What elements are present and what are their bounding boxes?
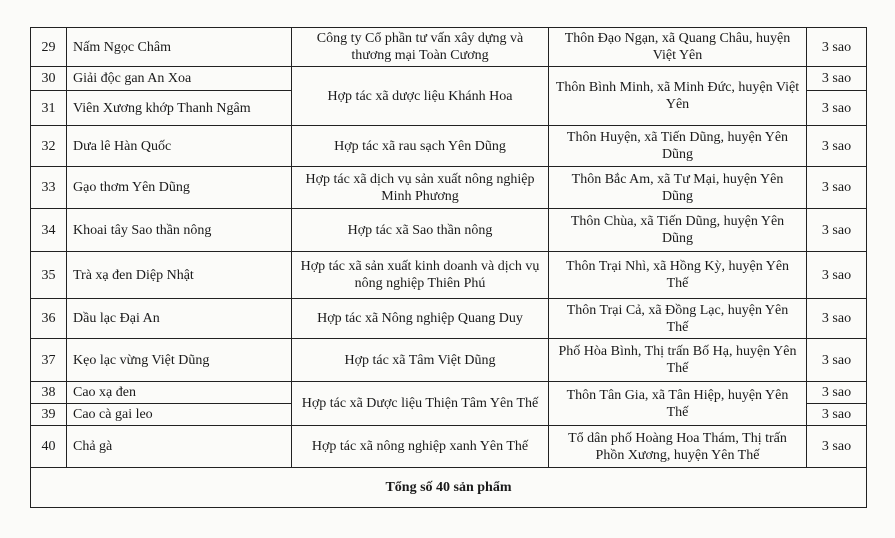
star-rating: 3 sao — [807, 426, 867, 468]
total-summary: Tổng số 40 sản phẩm — [31, 468, 867, 508]
table-row — [31, 167, 867, 209]
product-name: Kẹo lạc vừng Việt Dũng — [67, 339, 292, 382]
producer-address: Tổ dân phố Hoàng Hoa Thám, Thị trấn Phồn Xương, huyện Yên Thế — [549, 426, 807, 468]
product-name: Khoai tây Sao thần nông — [67, 209, 292, 252]
product-name: Cao cà gai leo — [67, 404, 292, 426]
table-row — [31, 299, 867, 339]
row-number: 38 — [31, 382, 67, 404]
product-name: Nấm Ngọc Châm — [67, 28, 292, 67]
star-rating: 3 sao — [807, 382, 867, 404]
star-rating: 3 sao — [807, 209, 867, 252]
star-rating: 3 sao — [807, 299, 867, 339]
producer-name: Hợp tác xã rau sạch Yên Dũng — [292, 126, 549, 167]
row-number: 40 — [31, 426, 67, 468]
row-number: 37 — [31, 339, 67, 382]
producer-name: Công ty Cổ phần tư vấn xây dựng và thương mại Toàn Cương — [292, 28, 549, 67]
total-row — [31, 468, 867, 508]
product-name: Gạo thơm Yên Dũng — [67, 167, 292, 209]
row-number: 32 — [31, 126, 67, 167]
row-number: 36 — [31, 299, 67, 339]
table-row — [31, 426, 867, 468]
producer-name: Hợp tác xã sản xuất kinh doanh và dịch vụ nông nghiệp Thiên Phú — [292, 252, 549, 299]
star-rating: 3 sao — [807, 126, 867, 167]
table-row — [31, 67, 867, 91]
producer-address: Thôn Trại Cả, xã Đồng Lạc, huyện Yên Thế — [549, 299, 807, 339]
product-name: Trà xạ đen Diệp Nhật — [67, 252, 292, 299]
producer-address: Thôn Bắc Am, xã Tư Mại, huyện Yên Dũng — [549, 167, 807, 209]
row-number: 31 — [31, 91, 67, 126]
star-rating: 3 sao — [807, 339, 867, 382]
table-row — [31, 209, 867, 252]
producer-name: Hợp tác xã dược liệu Khánh Hoa — [292, 67, 549, 126]
product-table — [30, 27, 867, 508]
row-number: 30 — [31, 67, 67, 91]
row-number: 35 — [31, 252, 67, 299]
table-row — [31, 339, 867, 382]
producer-address: Thôn Huyện, xã Tiến Dũng, huyện Yên Dũng — [549, 126, 807, 167]
producer-name: Hợp tác xã Sao thần nông — [292, 209, 549, 252]
table-row — [31, 382, 867, 404]
producer-address: Thôn Trại Nhì, xã Hồng Kỳ, huyện Yên Thế — [549, 252, 807, 299]
table-row — [31, 252, 867, 299]
table-row — [31, 126, 867, 167]
producer-address: Thôn Tân Gia, xã Tân Hiệp, huyện Yên Thế — [549, 382, 807, 426]
product-name: Viên Xương khớp Thanh Ngâm — [67, 91, 292, 126]
product-name: Giải độc gan An Xoa — [67, 67, 292, 91]
table-row — [31, 28, 867, 67]
star-rating: 3 sao — [807, 28, 867, 67]
producer-address: Thôn Đạo Ngạn, xã Quang Châu, huyện Việt Yên — [549, 28, 807, 67]
row-number: 34 — [31, 209, 67, 252]
row-number: 33 — [31, 167, 67, 209]
star-rating: 3 sao — [807, 167, 867, 209]
producer-name: Hợp tác xã Tâm Việt Dũng — [292, 339, 549, 382]
producer-address: Thôn Bình Minh, xã Minh Đức, huyện Việt Yên — [549, 67, 807, 126]
product-name: Dưa lê Hàn Quốc — [67, 126, 292, 167]
star-rating: 3 sao — [807, 67, 867, 91]
producer-name: Hợp tác xã Dược liệu Thiện Tâm Yên Thế — [292, 382, 549, 426]
row-number: 39 — [31, 404, 67, 426]
product-name: Cao xạ đen — [67, 382, 292, 404]
product-name: Dầu lạc Đại An — [67, 299, 292, 339]
producer-address: Thôn Chùa, xã Tiến Dũng, huyện Yên Dũng — [549, 209, 807, 252]
producer-address: Phố Hòa Bình, Thị trấn Bố Hạ, huyện Yên Thế — [549, 339, 807, 382]
producer-name: Hợp tác xã nông nghiệp xanh Yên Thế — [292, 426, 549, 468]
star-rating: 3 sao — [807, 252, 867, 299]
product-name: Chả gà — [67, 426, 292, 468]
star-rating: 3 sao — [807, 91, 867, 126]
row-number: 29 — [31, 28, 67, 67]
producer-name: Hợp tác xã dịch vụ sản xuất nông nghiệp Minh Phương — [292, 167, 549, 209]
producer-name: Hợp tác xã Nông nghiệp Quang Duy — [292, 299, 549, 339]
star-rating: 3 sao — [807, 404, 867, 426]
